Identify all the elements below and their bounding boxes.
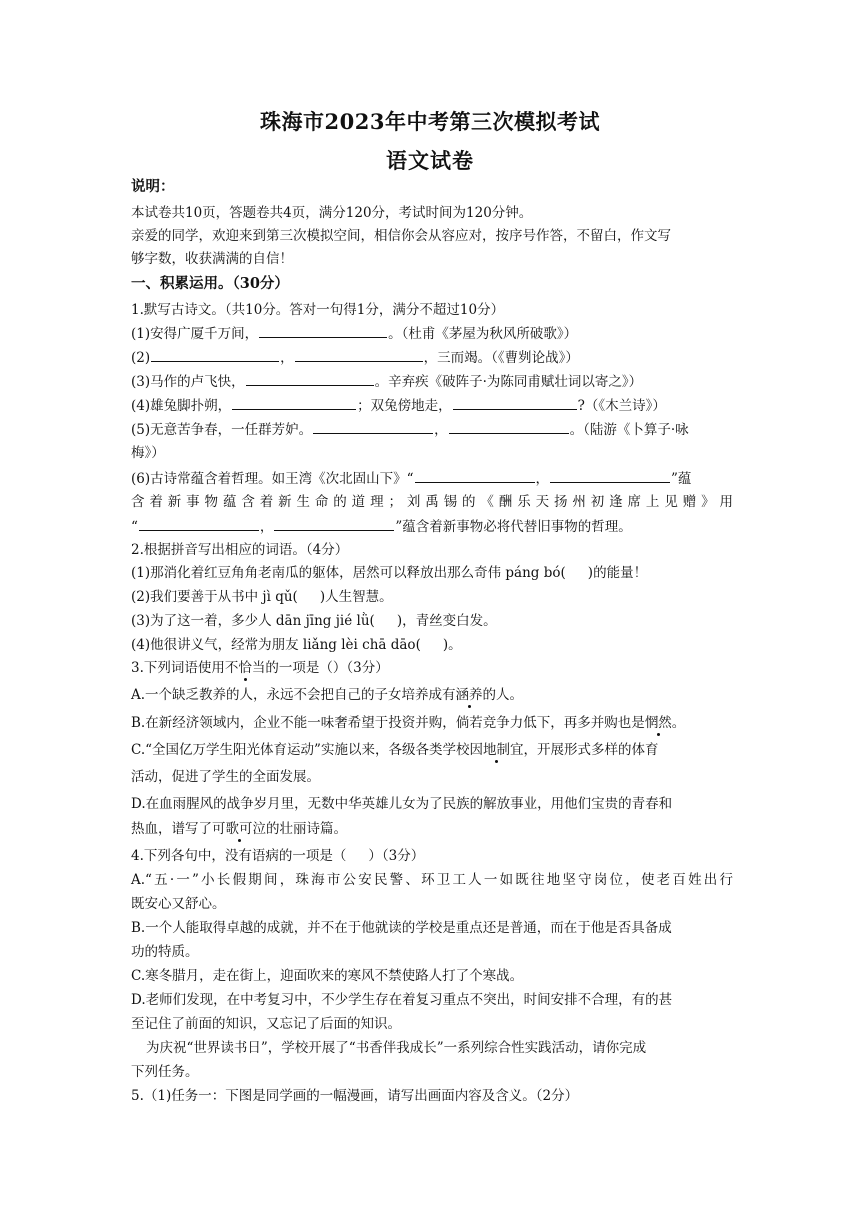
question-1-item-6-cont: 含着新事物蕴含着新生命的道理；刘禹锡的《酬乐天扬州初逢席上见赠》用: [131, 494, 733, 510]
instructions-line: 亲爱的同学，欢迎来到第三次模拟空间，相信你会从容应对，按序号作答，不留白，作文写: [131, 228, 671, 244]
emphasis-dots: 涵养: [455, 687, 483, 703]
question-3-stem: [131, 658, 733, 678]
question-4-option-b-cont: 功的特质。: [131, 944, 199, 960]
item-text: 热血，谱写了: [131, 821, 212, 837]
answer-parentheses[interactable]: ( ): [415, 637, 449, 653]
item-text: (4)他很讲义气，经常为朋友 liǎng lèi chā dāo: [131, 637, 416, 653]
item-text: 的壮丽诗篇。: [266, 821, 347, 837]
instructions-label: 说明：: [131, 178, 175, 195]
item-text: 。（陆游《卜算子·咏: [569, 422, 689, 438]
item-text: “: [131, 519, 138, 535]
question-4-stem: [131, 846, 733, 866]
item-text: (3)马作的卢飞快，: [131, 374, 245, 390]
item-text: (5)无意苦争春，一任群芳妒。: [131, 422, 313, 438]
item-text: ，开展形式多样的体育: [523, 742, 659, 758]
instructions-line: 本试卷共10页，答题卷共4页，满分120分，考试时间为120分钟。: [131, 205, 533, 221]
item-text: ，: [259, 519, 274, 535]
question-1-item-1: [131, 323, 733, 344]
question-3-option-d-cont: [131, 819, 733, 839]
exam-subtitle: 语文试卷: [386, 148, 474, 173]
question-1-stem: 1.默写古诗文。（共10分。答对一句得1分，满分不超过10分）: [131, 302, 505, 318]
answer-blank[interactable]: [453, 395, 577, 410]
question-1-item-6-cont: [131, 516, 733, 537]
item-text: (3)为了这一着，多少人 dān jīng jié lǜ: [131, 613, 370, 629]
item-text: ，: [434, 422, 448, 438]
question-1-item-2: [131, 347, 733, 368]
question-3-option-a: [131, 685, 733, 705]
question-2-stem: 2.根据拼音写出相应的词语。（4分）: [131, 542, 349, 558]
answer-blank[interactable]: [274, 516, 394, 531]
question-2-item-4: [131, 635, 733, 655]
question-4-option-d: D.老师们发现，在中考复习中，不少学生存在着复习重点不突出，时间安排不合理，有的甚: [131, 992, 673, 1008]
item-text: 。: [671, 715, 686, 731]
question-5-stem: 5.（1)任务一：下图是同学画的一幅漫画，请写出画面内容及含义。（2分）: [131, 1088, 579, 1104]
emphasis-dots: 惘然: [644, 715, 672, 731]
question-1-item-3: [131, 371, 733, 392]
item-text: ，: [535, 471, 550, 487]
question-4-option-a: A.“五·一”小长假期间，珠海市公安民警、环卫工人一如既往地坚守岗位，使老百姓出行: [131, 872, 733, 888]
activity-intro: 为庆祝“世界读书日”，学校开展了“书香伴我成长”一系列综合性实践活动，请你完成: [146, 1040, 647, 1056]
answer-parentheses[interactable]: ( ): [292, 589, 326, 605]
exam-title: 珠海市2023年中考第三次模拟考试: [260, 109, 600, 134]
answer-blank[interactable]: [246, 371, 374, 386]
item-text: (1)那消化着红豆角角老南瓜的躯体，居然可以释放出那么奇伟 páng bó: [131, 565, 561, 581]
question-2-item-1: [131, 563, 733, 583]
answer-blank[interactable]: [151, 347, 279, 362]
item-text: ，青丝变白发。: [402, 613, 497, 629]
item-text: 的一项是（）（3分）: [265, 660, 389, 676]
item-text: (1)安得广厦千万间，: [131, 326, 259, 342]
question-1-item-6: [131, 468, 733, 489]
item-text: B.在新经济领域内，企业不能一味奢希望于投资并购，倘若竞争力低下，再多并购也是: [131, 715, 645, 731]
item-text: ）（3分）: [368, 848, 425, 864]
item-text: (2): [131, 350, 151, 366]
item-text: 的能量！: [593, 565, 648, 581]
question-4-option-c: C.寒冬腊月，走在街上，迎面吹来的寒风不禁使路人打了个寒战。: [131, 968, 524, 984]
emphasis-dots: 因地制宜: [469, 742, 524, 758]
item-text: 。: [448, 637, 462, 653]
question-4-option-b: B.一个人能取得卓越的成就，并不在于他就读的学校是重点还是普通，而在于他是否具备成: [131, 920, 672, 936]
item-text: ；双兔傍地走，: [357, 398, 452, 414]
item-text: A.一个缺乏教养的人，永远不会把自己的子女培养成有: [131, 687, 456, 703]
answer-blank[interactable]: [139, 516, 259, 531]
answer-parentheses[interactable]: ( ): [560, 565, 594, 581]
question-3-option-c-cont: 活动，促进了学生的全面发展。: [131, 769, 320, 785]
question-4-option-d-cont: 至记住了前面的知识，又忘记了后面的知识。: [131, 1016, 401, 1032]
item-text: 4.下列各句中，没有语病的一项是（: [131, 848, 347, 864]
answer-blank[interactable]: [295, 347, 423, 362]
item-text: ，: [280, 350, 294, 366]
question-3-option-b: [131, 713, 733, 733]
question-1-item-5-cont: 梅》）: [131, 445, 165, 461]
instructions-line: 够字数，收获满满的自信！: [131, 251, 293, 267]
answer-parentheses[interactable]: ( ): [369, 613, 403, 629]
answer-blank[interactable]: [550, 468, 670, 483]
question-4-option-a-cont: 既安心又舒心。: [131, 896, 226, 912]
item-text: 。辛弃疾《破阵子·为陈同甫赋壮词以寄之》）: [374, 374, 643, 390]
question-3-option-d: D.在血雨腥风的战争岁月里，无数中华英雄儿女为了民族的解放事业，用他们宝贵的青春和: [131, 796, 673, 812]
item-text: ”蕴含着新事物必将代替旧事物的哲理。: [395, 519, 632, 535]
activity-intro-cont: 下列任务。: [131, 1064, 199, 1080]
question-2-item-3: [131, 611, 733, 631]
item-text: 3.下列词语使用: [131, 660, 225, 676]
section-heading: 一、积累运用。（30分）: [131, 275, 289, 292]
answer-blank[interactable]: [415, 468, 535, 483]
question-2-item-2: [131, 587, 733, 607]
answer-blank[interactable]: [259, 323, 387, 338]
item-text: ?（《木兰诗》）: [577, 398, 666, 414]
answer-blank[interactable]: [449, 419, 569, 434]
answer-blank[interactable]: [232, 395, 356, 410]
item-text: C.“全国亿万学生阳光体育运动”实施以来，各级各类学校: [131, 742, 470, 758]
item-text: (2)我们要善于从书中 jì qǔ: [131, 589, 293, 605]
item-text: ”蕴: [671, 471, 692, 487]
item-text: 。（杜甫《茅屋为秋风所破歌》）: [388, 326, 578, 342]
question-1-item-5: [131, 419, 733, 440]
item-text: (4)雄兔脚扑朔，: [131, 398, 232, 414]
emphasis-dots: 可歌可泣: [212, 821, 266, 837]
item-text: 的人。: [482, 687, 524, 703]
item-text: ，三而竭。（《曹刿论战》）: [423, 350, 579, 366]
item-text: 人生智慧。: [325, 589, 393, 605]
answer-blank[interactable]: [313, 419, 433, 434]
emphasis-dots: 不恰当: [224, 660, 266, 676]
question-1-item-4: [131, 395, 733, 416]
item-text: (6)古诗常蕴含着哲理。如王湾《次北固山下》“: [131, 471, 414, 487]
question-3-option-c: [131, 740, 733, 760]
